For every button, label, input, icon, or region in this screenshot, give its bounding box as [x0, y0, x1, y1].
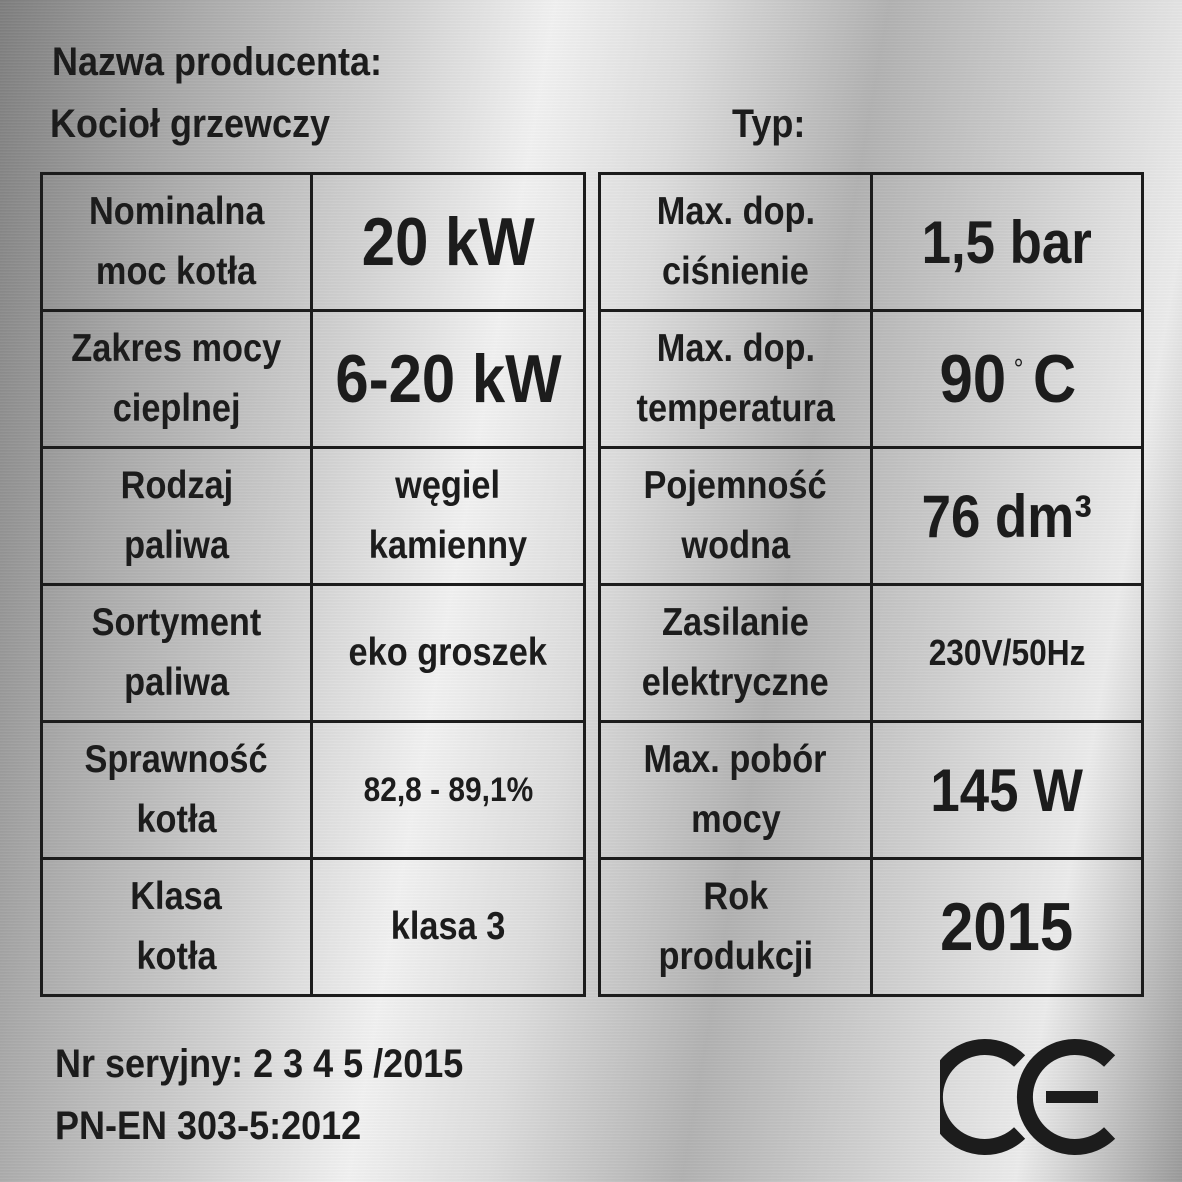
efficiency-label: Sprawność kotła [42, 722, 312, 859]
type-label: Typ: [732, 102, 806, 146]
max-power-draw-value: 145 W [872, 722, 1143, 859]
max-temperature-value: 90 ° C [872, 311, 1143, 448]
fuel-type-label: Rodzaj paliwa [42, 448, 312, 585]
power-supply-label: Zasilanie elektryczne [600, 585, 872, 722]
nominal-power-value: 20 kW [312, 174, 585, 311]
fuel-type-value: węgiel kamienny [312, 448, 585, 585]
table-row [42, 859, 585, 996]
table-row [42, 722, 585, 859]
manufacturer-label: Nazwa producenta: [52, 40, 383, 84]
boiler-class-label: Klasa kotła [42, 859, 312, 996]
table-row [600, 722, 1143, 859]
right-spec-table [598, 172, 1144, 997]
power-range-label: Zakres mocy cieplnej [42, 311, 312, 448]
left-spec-table [40, 172, 586, 997]
table-row [42, 585, 585, 722]
serial-number: Nr seryjny: 2 3 4 5 /2015 [55, 1042, 464, 1086]
fuel-grade-value: eko groszek [312, 585, 585, 722]
production-year-label: Rok produkcji [600, 859, 872, 996]
table-row [600, 585, 1143, 722]
power-supply-value: 230V/50Hz [872, 585, 1143, 722]
max-temperature-label: Max. dop. temperatura [600, 311, 872, 448]
table-row [42, 174, 585, 311]
table-row [600, 311, 1143, 448]
power-range-value: 6-20 kW [312, 311, 585, 448]
max-power-draw-label: Max. pobór mocy [600, 722, 872, 859]
water-capacity-label: Pojemność wodna [600, 448, 872, 585]
ce-mark-icon [940, 1032, 1118, 1162]
table-row [600, 174, 1143, 311]
efficiency-value: 82,8 - 89,1% [312, 722, 585, 859]
table-row [42, 448, 585, 585]
production-year-value: 2015 [872, 859, 1143, 996]
table-row [42, 311, 585, 448]
product-name: Kocioł grzewczy [50, 102, 331, 146]
fuel-grade-label: Sortyment paliwa [42, 585, 312, 722]
water-capacity-value: 76 dm³ [872, 448, 1143, 585]
max-pressure-label: Max. dop. ciśnienie [600, 174, 872, 311]
table-row [600, 448, 1143, 585]
degree-symbol: ° [1013, 353, 1024, 384]
max-pressure-value: 1,5 bar [872, 174, 1143, 311]
standard-number: PN-EN 303-5:2012 [55, 1104, 362, 1148]
table-row [600, 859, 1143, 996]
boiler-class-value: klasa 3 [312, 859, 585, 996]
nominal-power-label: Nominalna moc kotła [42, 174, 312, 311]
